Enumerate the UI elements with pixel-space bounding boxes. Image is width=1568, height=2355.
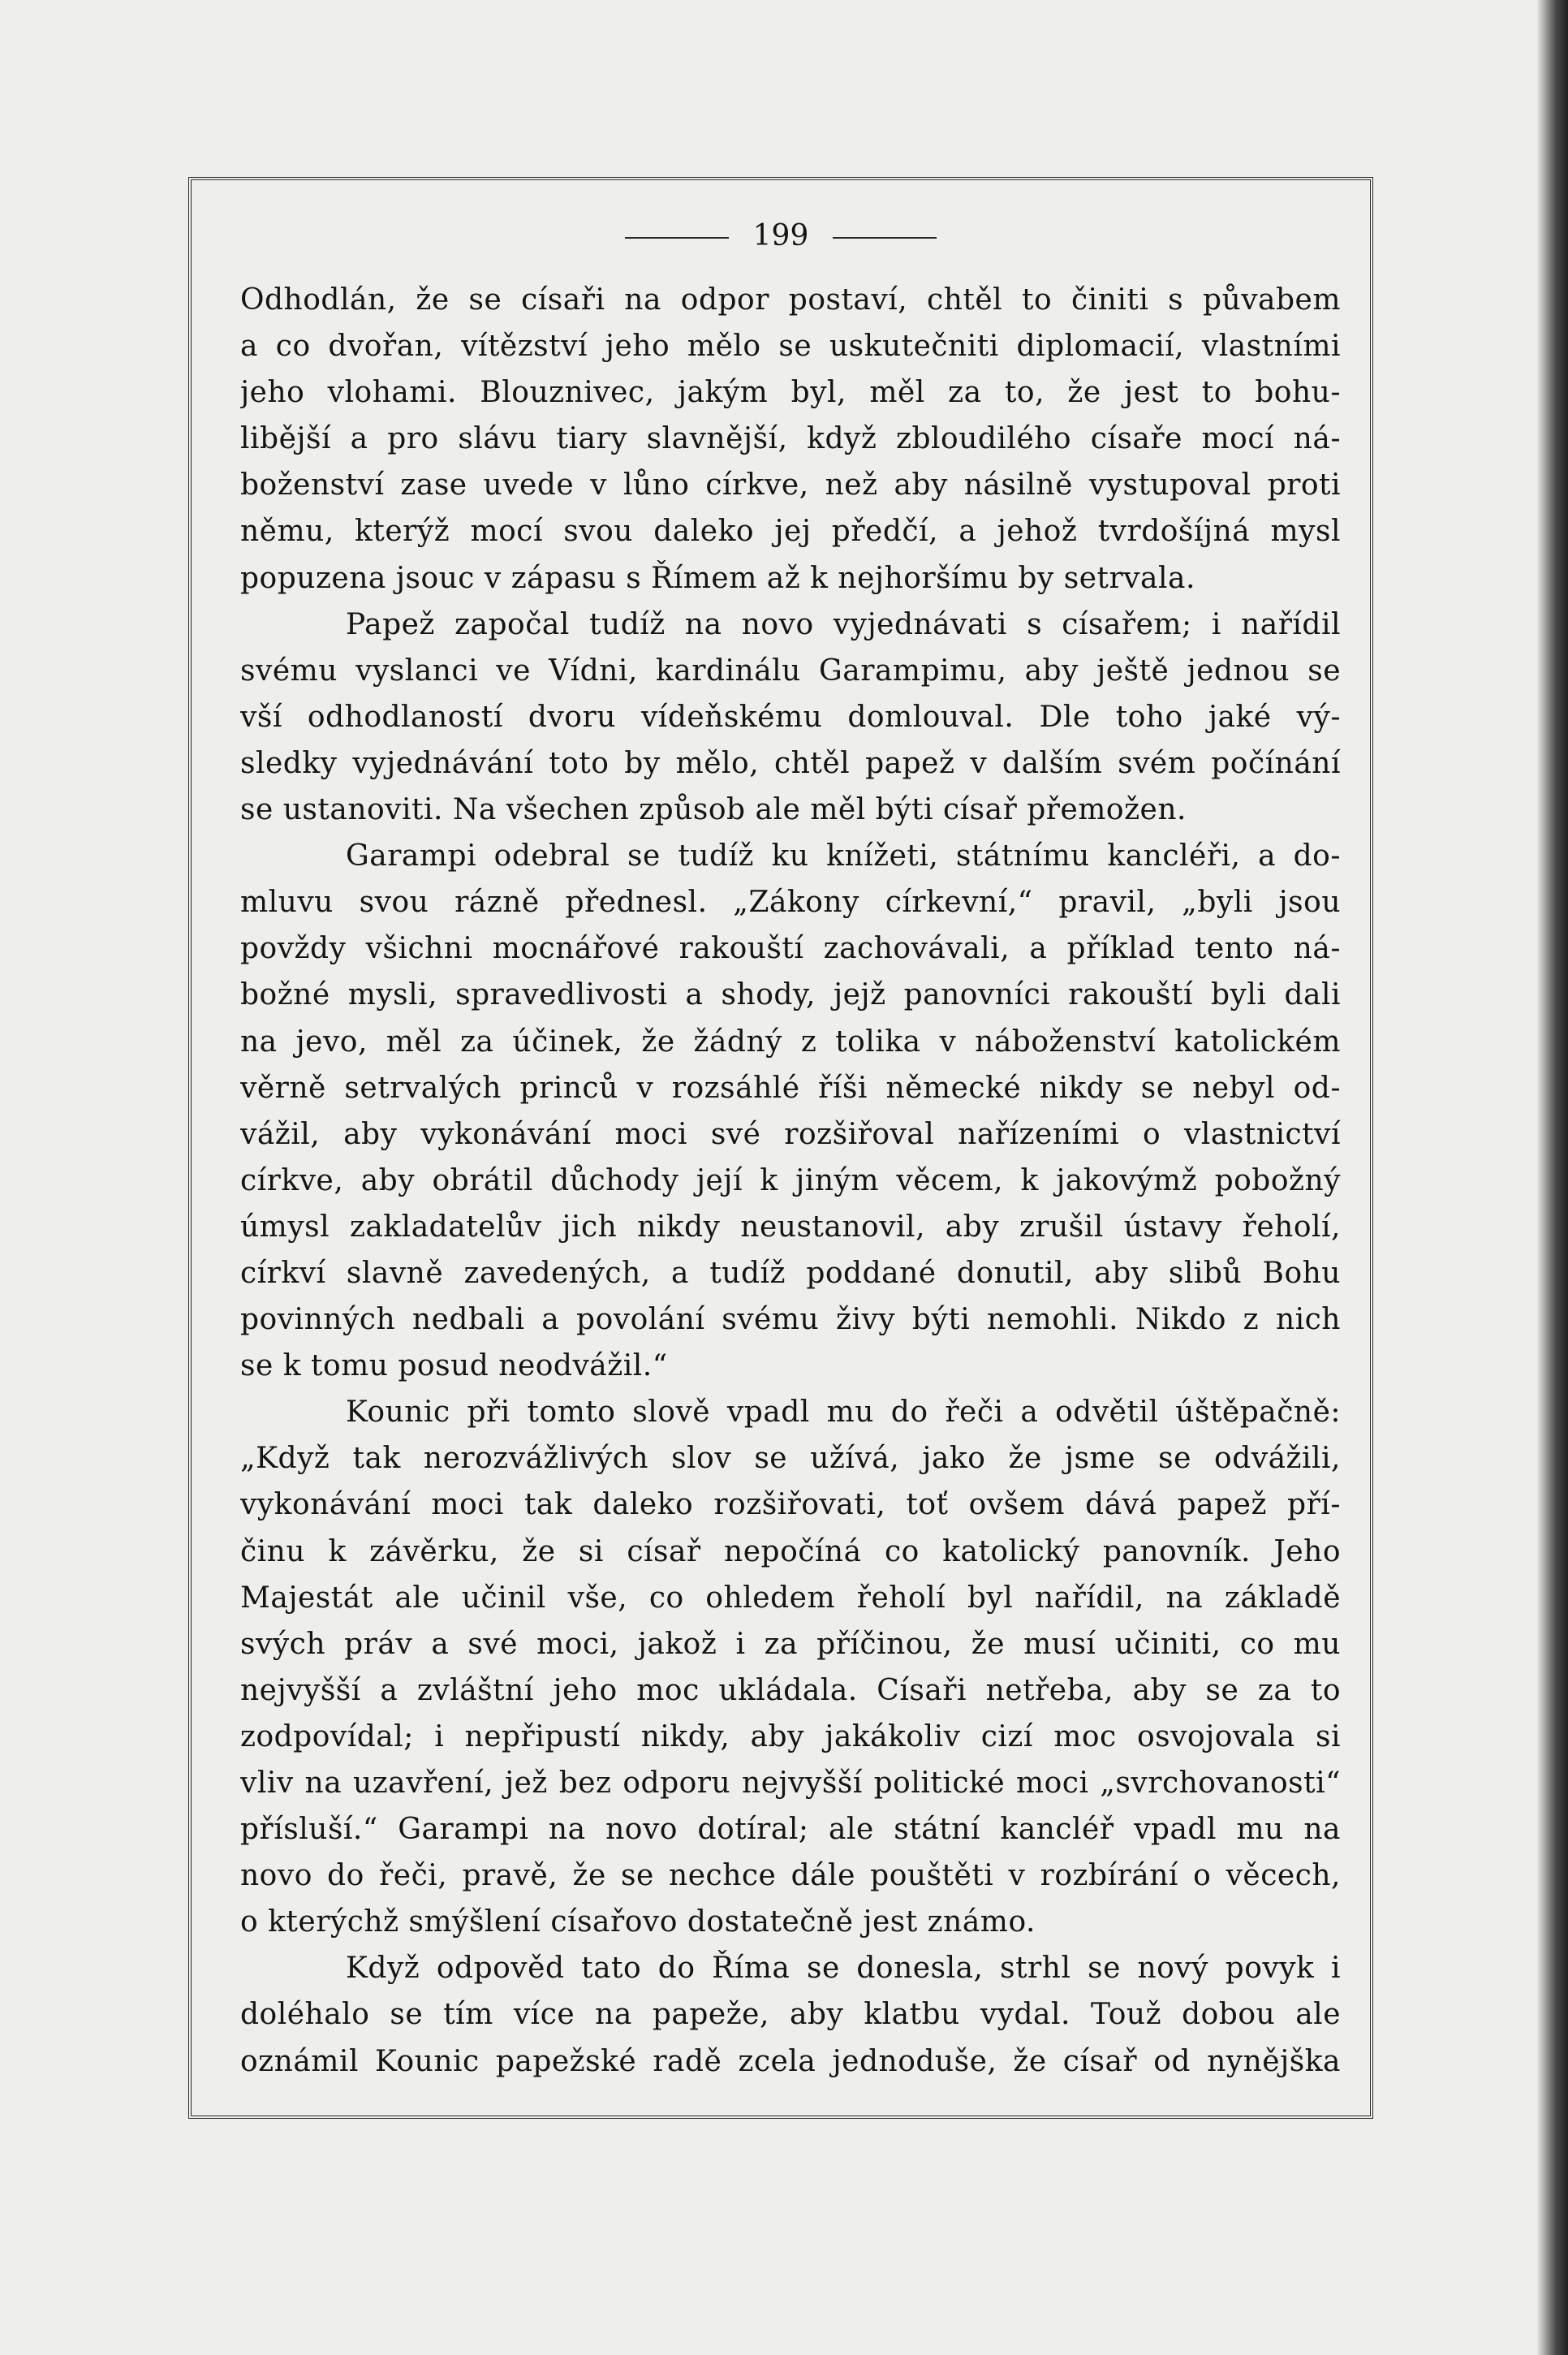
text-line: němu, kterýž mocí svou daleko jej předčí, a jehož tvrdošíjná mysl: [240, 515, 1341, 549]
text-line: vší odhodlaností dvoru vídeňskému domlouval. Dle toho jaké vý-: [240, 700, 1341, 734]
text-line: povždy všichni mocnářové rakouští zachovávali, a příklad tento ná-: [240, 932, 1341, 966]
text-line: Garampi odebral se tudíž ku knížeti, státnímu kancléři, a do-: [346, 839, 1341, 873]
text-line: „Když tak nerozvážlivých slov se užívá, jako že jsme se odvážili,: [240, 1442, 1341, 1476]
text-line: Majestát ale učinil vše, co ohledem řeholí byl nařídil, na základě: [240, 1581, 1341, 1615]
page-number: 199: [752, 219, 809, 252]
text-line: se ustanoviti. Na všechen způsob ale měl býti císař přemožen.: [240, 793, 1187, 827]
text-line: sledky vyjednávání toto by mělo, chtěl papež v dalším svém počínání: [240, 746, 1341, 780]
text-line: přísluší.“ Garampi na novo dotíral; ale státní kancléř vpadl mu na: [240, 1813, 1341, 1847]
text-line: božné mysli, spravedlivosti a shody, jejž panovníci rakouští byli dali: [240, 978, 1341, 1012]
text-line: činu k závěrku, že si císař nepočíná co katolický panovník. Jeho: [240, 1534, 1341, 1568]
text-line: úmysl zakladatelův jich nikdy neustanovil, aby zrušil ústavy řeholí,: [240, 1210, 1341, 1244]
text-line: svému vyslanci ve Vídni, kardinálu Garampimu, aby ještě jednou se: [240, 653, 1341, 688]
text-line: věrně setrvalých princů v rozsáhlé říši německé nikdy se nebyl od-: [240, 1071, 1341, 1105]
text-line: vážil, aby vykonávání moci své rozšiřoval nařízeními o vlastnictví: [240, 1117, 1341, 1151]
text-line: Odhodlán, že se císaři na odpor postaví, chtěl to činiti s půvabem: [240, 283, 1341, 317]
text-line: církví slavně zavedených, a tudíž poddané donutil, aby slibů Bohu: [240, 1256, 1341, 1290]
header-rule-left: [625, 237, 729, 239]
text-line: Kounic při tomto slově vpadl mu do řeči a odvětil úštěpačně:: [346, 1395, 1341, 1430]
text-line: svých práv a své moci, jakož i za příčinou, že musí učiniti, co mu: [240, 1627, 1341, 1661]
text-line: nejvyšší a zvláštní jeho moc ukládala. Císaři netřeba, aby se za to: [240, 1673, 1341, 1707]
text-line: libější a pro slávu tiary slavnější, když zbloudilého císaře mocí ná-: [240, 422, 1341, 456]
text-line: se k tomu posud neodvážil.“: [240, 1349, 668, 1383]
text-line: vliv na uzavření, jež bez odporu nejvyšší politické moci „svrchovanosti“: [240, 1766, 1341, 1800]
text-line: povinných nedbali a povolání svému živy býti nemohli. Nikdo z nich: [240, 1303, 1341, 1337]
text-line: zodpovídal; i nepřipustí nikdy, aby jakákoliv cizí moc osvojovala si: [240, 1719, 1341, 1753]
text-line: jeho vlohami. Blouznivec, jakým byl, měl za to, že jest to bohu-: [240, 376, 1341, 410]
text-line: Papež započal tudíž na novo vyjednávati s císařem; i nařídil: [346, 607, 1341, 641]
text-line: boženství zase uvede v lůno církve, než aby násilně vystupoval proti: [240, 468, 1341, 502]
page-edge-shadow: [1537, 0, 1568, 2355]
header-rule-right: [833, 237, 937, 239]
text-line: oznámil Kounic papežské radě zcela jednoduše, že císař od nynějška: [240, 2044, 1341, 2078]
text-line: a co dvořan, vítězství jeho mělo se uskutečniti diplomacií, vlastními: [240, 330, 1341, 364]
text-line: na jevo, měl za účinek, že žádný z tolika v náboženství katolickém: [240, 1024, 1341, 1059]
text-line: doléhalo se tím více na papeže, aby klatbu vydal. Touž dobou ale: [240, 1998, 1341, 2032]
text-line: novo do řeči, pravě, že se nechce dále pouštěti v rozbírání o věcech,: [240, 1859, 1341, 1893]
text-line: o kterýchž smýšlení císařovo dostatečně jest známo.: [240, 1905, 1036, 1939]
text-line: Když odpověd tato do Říma se donesla, strhl se nový povyk i: [346, 1952, 1341, 1986]
text-line: popuzena jsouc v zápasu s Římem až k nejhoršímu by setrvala.: [240, 561, 1195, 595]
text-line: vykonávání moci tak daleko rozšiřovati, toť ovšem dává papež pří-: [240, 1488, 1341, 1522]
text-line: církve, aby obrátil důchody její k jiným věcem, k jakovýmž pobožný: [240, 1163, 1341, 1197]
body-text: [240, 277, 1341, 2085]
page-header: [188, 216, 1373, 257]
text-line: mluvu svou rázně přednesl. „Zákony církevní,“ pravil, „byli jsou: [240, 886, 1341, 920]
